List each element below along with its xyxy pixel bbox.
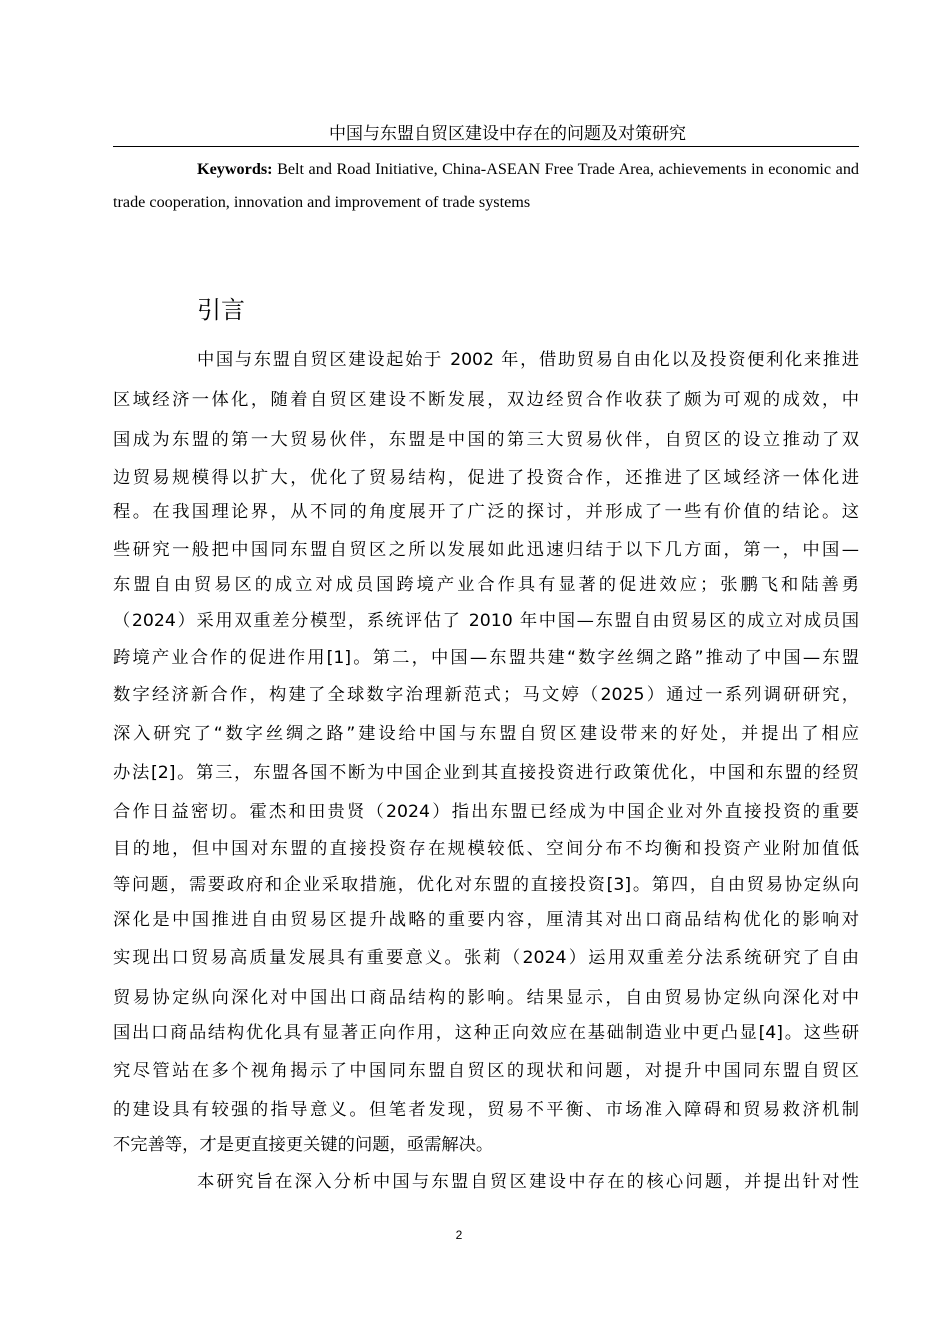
section-title: 引言 xyxy=(197,296,245,324)
paragraph-line: 实现出口贸易高质量发展具有重要意义。张莉（2024）运用双重差分法系统研究了自由 xyxy=(113,948,859,968)
paragraph-line: 国成为东盟的第一大贸易伙伴，东盟是中国的第三大贸易伙伴，自贸区的设立推动了双 xyxy=(113,430,859,450)
paragraph-line: 等问题，需要政府和企业采取措施，优化对东盟的直接投资[3]。第四，自由贸易协定纵向 xyxy=(113,875,859,895)
paragraph-line: 本研究旨在深入分析中国与东盟自贸区建设中存在的核心问题，并提出针对性 xyxy=(197,1172,859,1192)
paragraph-line: 东盟自由贸易区的成立对成员国跨境产业合作具有显著的促进效应；张鹏飞和陆善勇 xyxy=(113,575,859,595)
header-title: 中国与东盟自贸区建设中存在的问题及对策研究 xyxy=(329,124,686,144)
paragraph-line: 程。在我国理论界，从不同的角度展开了广泛的探讨，并形成了一些有价值的结论。这 xyxy=(113,502,859,522)
keywords-paragraph xyxy=(113,153,859,219)
paragraph-line: 数字经济新合作，构建了全球数字治理新范式；马文婷（2025）通过一系列调研研究， xyxy=(113,685,859,705)
page-header xyxy=(113,122,859,147)
paragraph-line: 办法[2]。第三，东盟各国不断为中国企业到其直接投资进行政策优化，中国和东盟的经贸 xyxy=(113,763,859,783)
paragraph-line: 国出口商品结构优化具有显著正向作用，这种正向效应在基础制造业中更凸显[4]。这些研 xyxy=(113,1023,859,1043)
paragraph-line: （2024）采用双重差分模型，系统评估了 2010 年中国—东盟自由贸易区的成立对成员国 xyxy=(113,611,859,631)
paragraph-line: 些研究一般把中国同东盟自贸区之所以发展如此迅速归结于以下几方面，第一，中国— xyxy=(113,540,859,560)
paragraph-line: 究尽管站在多个视角揭示了中国同东盟自贸区的现状和问题，对提升中国同东盟自贸区 xyxy=(113,1061,859,1081)
paragraph-line: 深入研究了“数字丝绸之路”建设给中国与东盟自贸区建设带来的好处，并提出了相应 xyxy=(113,724,859,744)
paragraph-line: 跨境产业合作的促进作用[1]。第二，中国—东盟共建“数字丝绸之路”推动了中国—东盟 xyxy=(113,648,859,668)
paragraph-line: 边贸易规模得以扩大，优化了贸易结构，促进了投资合作，还推进了区域经济一体化进 xyxy=(113,468,859,488)
paragraph-line: 目的地，但中国对东盟的直接投资存在规模较低、空间分布不均衡和投资产业附加值低 xyxy=(113,839,859,859)
paragraph-line: 中国与东盟自贸区建设起始于 2002 年，借助贸易自由化以及投资便利化来推进 xyxy=(197,350,859,370)
paragraph-line: 的建设具有较强的指导意义。但笔者发现，贸易不平衡、市场准入障碍和贸易救济机制 xyxy=(113,1100,859,1120)
paragraph-line: 深化是中国推进自由贸易区提升战略的重要内容，厘清其对出口商品结构优化的影响对 xyxy=(113,910,859,930)
page-number: 2 xyxy=(455,1228,463,1242)
paragraph-line: 区域经济一体化，随着自贸区建设不断发展，双边经贸合作收获了颇为可观的成效，中 xyxy=(113,390,859,410)
paragraph-line: 合作日益密切。霍杰和田贵贤（2024）指出东盟已经成为中国企业对外直接投资的重要 xyxy=(113,802,859,822)
keywords-label: Keywords: xyxy=(197,160,273,178)
paragraph-line: 不完善等，才是更直接更关键的问题，亟需解决。 xyxy=(113,1135,494,1155)
paragraph-line: 贸易协定纵向深化对中国出口商品结构的影响。结果显示，自由贸易协定纵向深化对中 xyxy=(113,988,859,1008)
keywords-text: Belt and Road Initiative, China-ASEAN Free Trade Area, achievements in economic and trade cooperation, innovation and improvement of trade systems xyxy=(113,160,860,211)
